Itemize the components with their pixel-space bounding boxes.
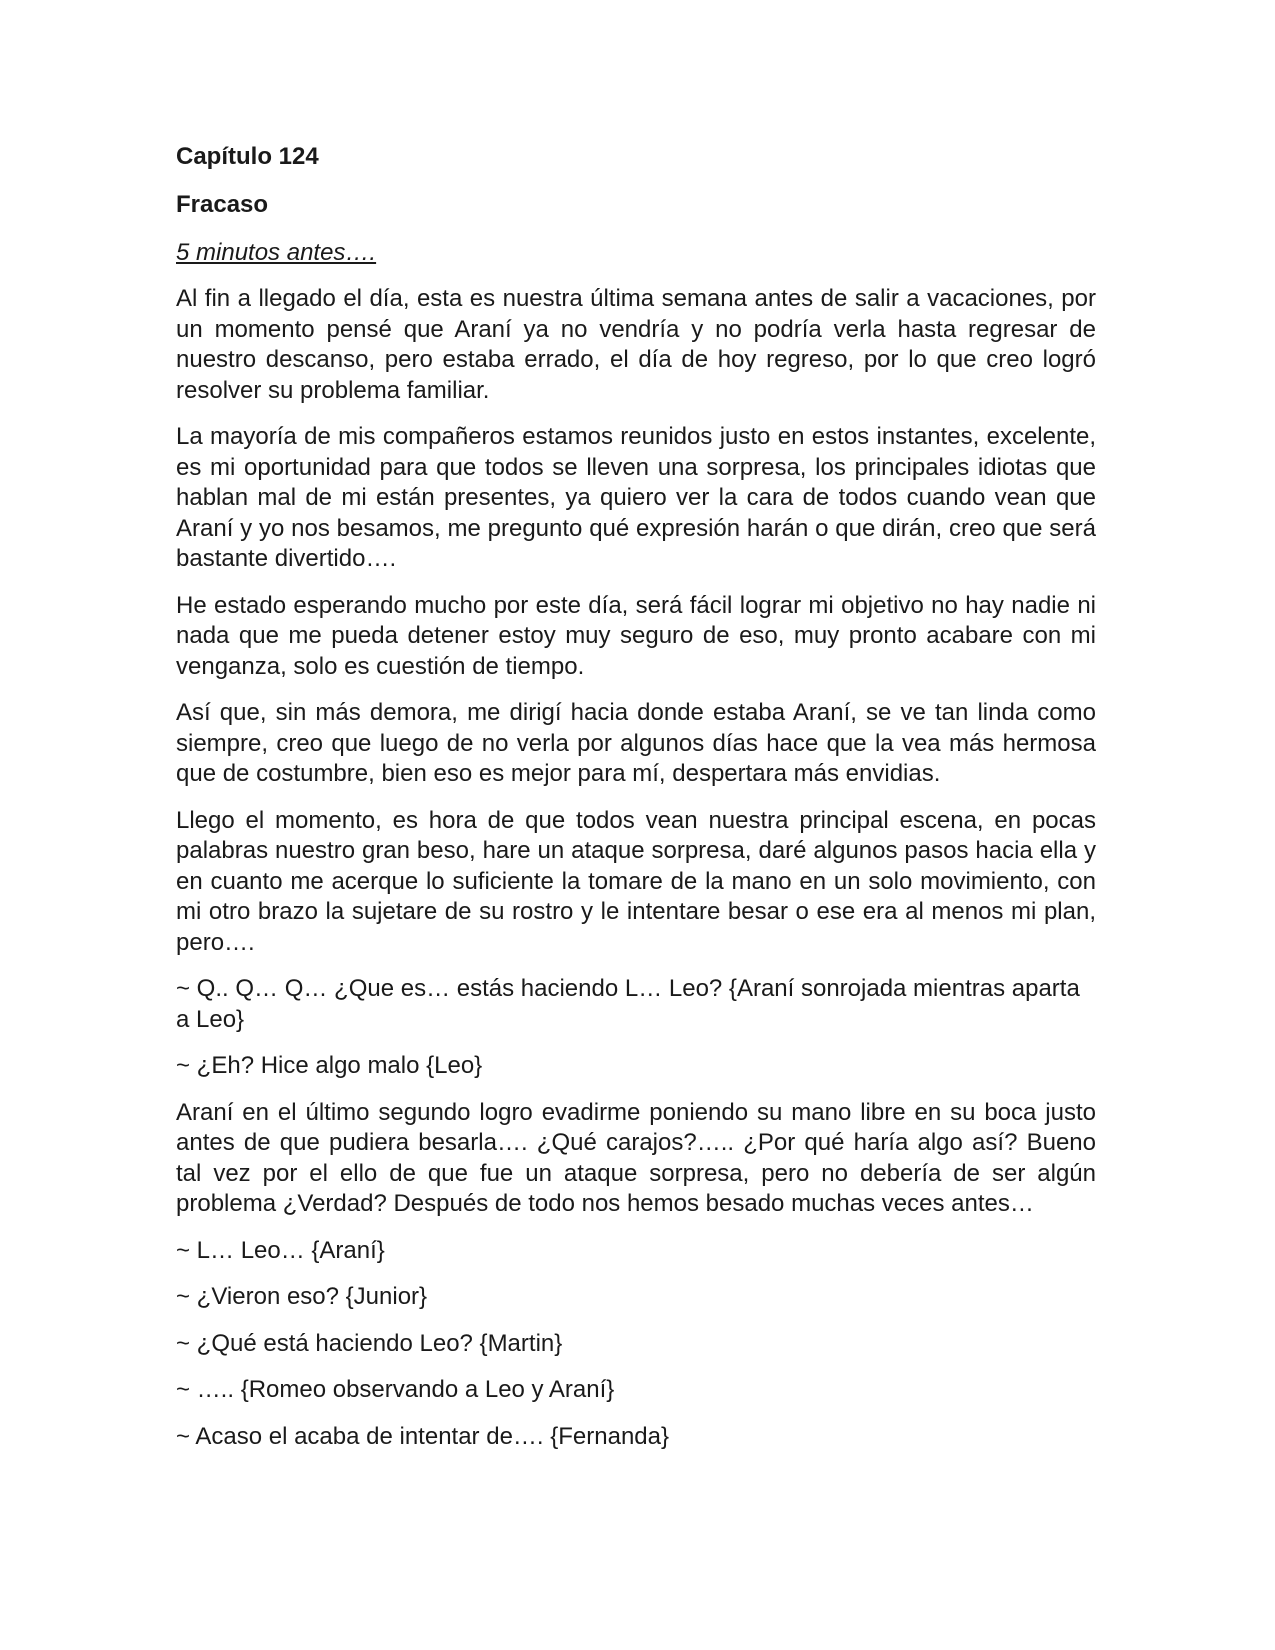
chapter-number: Capítulo 124 [176, 143, 319, 170]
dialog-line: ~ ….. {Romeo observando a Leo y Araní} [176, 1376, 615, 1403]
dialog-line: ~ Q.. Q… Q… ¿Que es… estás haciendo L… Leo? {Araní sonrojada mientras aparta a Leo} [176, 975, 1080, 1033]
dialog-line: ~ ¿Vieron eso? {Junior} [176, 1283, 428, 1310]
dialog-line: ~ L… Leo… {Araní} [176, 1236, 385, 1264]
dialog-line: ~ ¿Eh? Hice algo malo {Leo} [176, 1052, 483, 1079]
paragraph: La mayoría de mis compañeros estamos reunidos justo en estos instantes, excelente, es mi oportunidad para que todos se lleven una sorpresa, los principales idiotas que hablan mal de mi están presentes, ya quiero ver la cara de todos cuando vean que Araní y yo nos besamos, me pregunto qué expresión harán o que dirán, creo que será bastante divertido…. [176, 423, 1096, 572]
chapter-title: Fracaso [176, 191, 269, 218]
paragraph: Así que, sin más demora, me dirigí hacia donde estaba Araní, se ve tan linda como siempre, creo que luego de no verla por algunos días hace que la vea más hermosa que de costumbre, bien eso es mejor para mí, despertara más envidias. [176, 699, 1096, 787]
paragraph: Al fin a llegado el día, esta es nuestra última semana antes de salir a vacaciones, por un momento pensé que Araní ya no vendría y no podría verla hasta regresar de nuestro descanso, pero estaba errado, el día de hoy regreso, por lo que creo logró resolver su problema familiar. [176, 285, 1096, 404]
paragraph: Llego el momento, es hora de que todos vean nuestra principal escena, en pocas palabras nuestro gran beso, hare un ataque sorpresa, daré algunos pasos hacia ella y en cuanto me acerque lo suficiente la tomare de la mano en un solo movimiento, con mi otro brazo la sujetare de su rostro y le intentare besar o ese era al menos mi plan, pero…. [176, 806, 1096, 956]
document-page [176, 142, 1096, 1468]
dialog-line: ~ Acaso el acaba de intentar de…. {Fernanda} [176, 1422, 670, 1450]
dialog-line: ~ ¿Qué está haciendo Leo? {Martin} [176, 1329, 563, 1357]
paragraph: Araní en el último segundo logro evadirme poniendo su mano libre en su boca justo antes de que pudiera besarla…. ¿Qué carajos?….. ¿Por qué haría algo así? Bueno tal vez por el ello de que fue un ataque sorpresa, pero no debería de ser algún problema ¿Verdad? Después de todo nos hemos besado muchas veces antes… [176, 1098, 1096, 1217]
paragraph: He estado esperando mucho por este día, será fácil lograr mi objetivo no hay nadie ni nada que me pueda detener estoy muy seguro de eso, muy pronto acabare con mi venganza, solo es cuestión de tiempo. [176, 591, 1096, 680]
time-marker: 5 minutos antes…. [176, 239, 377, 266]
